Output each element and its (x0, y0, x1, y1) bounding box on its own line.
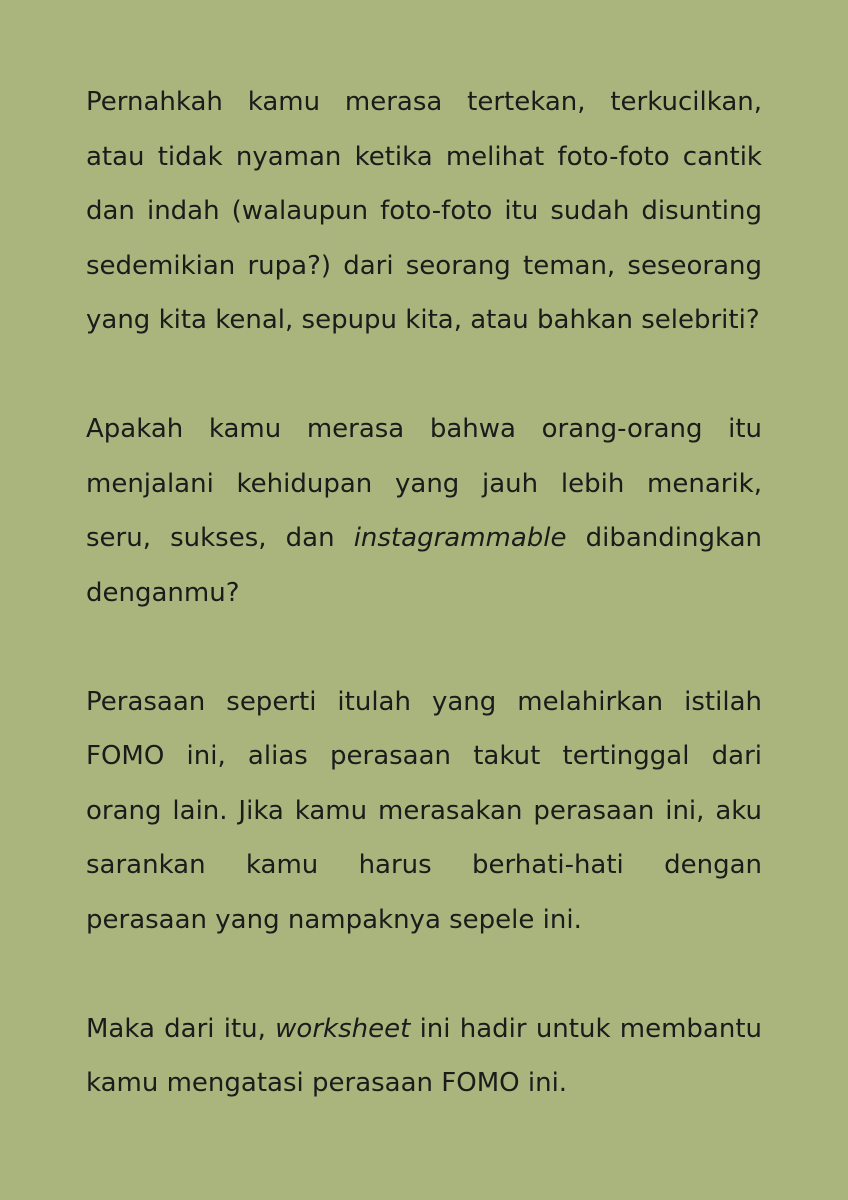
paragraph-2-italic-term: instagrammable (353, 523, 567, 553)
paragraph-2 (86, 402, 762, 620)
paragraph-1-text: Pernahkah kamu merasa tertekan, terkucilkan, atau tidak nyaman ketika melihat foto-foto cantik dan indah (walaupun foto-foto itu sudah disunting sedemikian rupa?) dari seorang teman, seseorang yang kita kenal, sepupu kita, atau bahkan selebriti? (86, 87, 762, 335)
paragraph-4-italic-term: worksheet (275, 1013, 411, 1044)
paragraph-2-text-before: Apakah kamu merasa bahwa orang-orang itu menjalani kehidupan yang jauh lebih menarik, seru, sukses, dan (86, 414, 762, 553)
paragraph-3-text: Perasaan seperti itulah yang melahirkan istilah FOMO ini, alias perasaan takut tertinggal dari orang lain. Jika kamu merasakan perasaan ini, aku sarankan kamu harus berhati-hati dengan perasaan yang nampaknya sepele ini. (86, 686, 762, 935)
paragraph-4-text-after: ini hadir untuk membantu kamu mengatasi perasaan FOMO ini. (86, 1013, 762, 1098)
paragraph-1 (86, 75, 762, 348)
paragraph-3 (86, 675, 762, 948)
paragraph-2-text-after: dibandingkan denganmu? (86, 523, 762, 608)
paragraph-4-text-before: Maka dari itu, (86, 1013, 276, 1044)
paragraph-4 (86, 1002, 762, 1111)
